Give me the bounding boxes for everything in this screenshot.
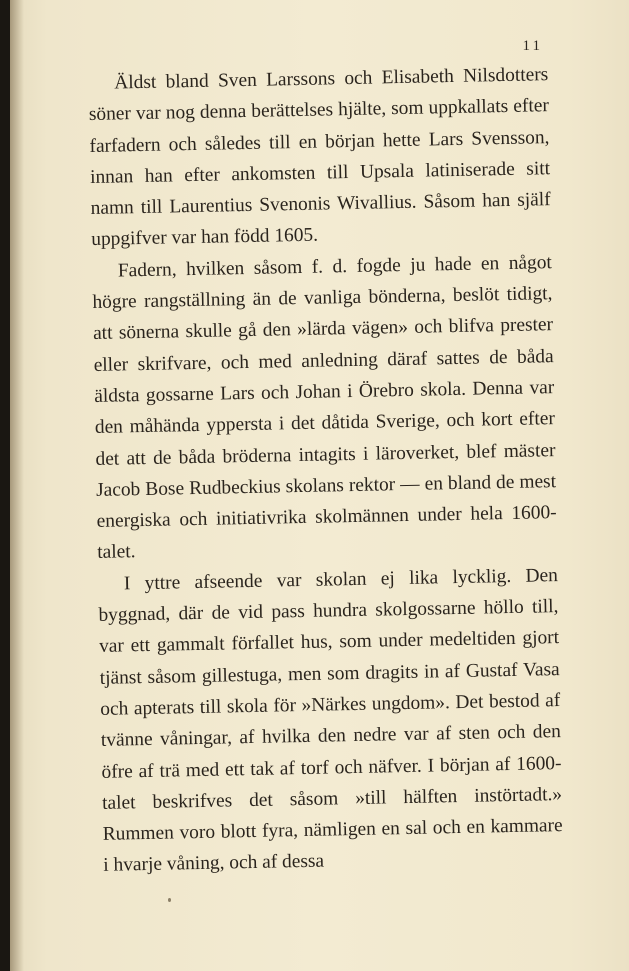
spine-shadow [10,0,24,971]
page-number: 11 [522,38,543,54]
body-text [88,59,564,881]
book-page [10,0,629,971]
paragraph-2: Fadern, hvilken såsom f. d. fogde ju hade en något högre rangställning än de vanliga bönderna, beslöt tidigt, att sönerna skulle gå den »lärda vägen» och blifva prester eller skrifvare, och med anledning däraf sattes de båda äldsta gossarne Lars och Johan i Örebro skola. Denna var den måhända yppersta i det dåtida Sverige, och kort efter det att de båda bröderna intagits i läroverket, blef mäster Jacob Bose Rudbeckius skolans rektor — en bland de mest energiska och initiativrika skolmännen under hela 1600-talet. [92,251,557,564]
paragraph-1: Äldst bland Sven Larssons och Elisabeth Nilsdotters söner var nog denna berättelses hjälte, som uppkallats efter farfadern och således till en början hette Lars Svensson, innan han efter ankomsten till Upsala latiniserade sitt namn till Laurentius Svenonis Wivallius. Såsom han själf uppgifver var han född 1605. [88,64,551,251]
paper-speck [168,898,171,902]
paragraph-3: I yttre afseende var skolan ej lika lycklig. Den byggnad, där de vid pass hundra skolgossarne höllo till, var ett gammalt förfallet hus, som under medeltiden gjort tjänst såsom gillestuga, men som dragits in af Gustaf Vasa och apterats till skola för »Närkes ungdom». Det bestod af tvänne våningar, af hvilka den nedre var af sten och den öfre af trä med ett tak af torf och näfver. I början af 1600-talet beskrifves det såsom »till hälften instörtadt.» Rummen voro blott fyra, nämligen en sal och en kammare i hvarje våning, och af dessa [98,564,563,877]
